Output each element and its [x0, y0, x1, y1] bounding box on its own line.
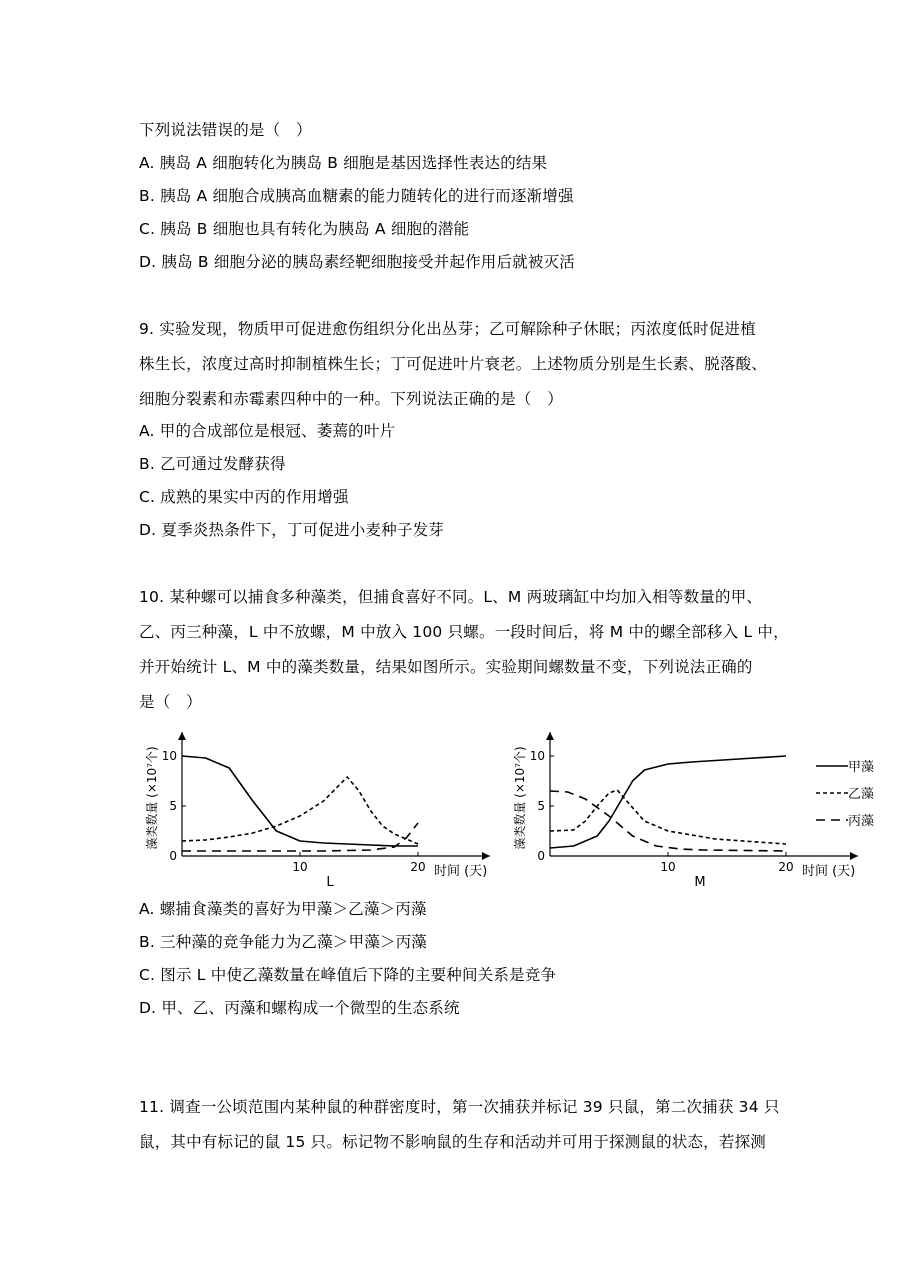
y-tick-label: 5: [537, 799, 545, 813]
y-tick-label: 10: [161, 749, 177, 763]
q10-stem-line-2: 乙、丙三种藻，L 中不放螺，M 中放入 100 只螺。一段时间后，将 M 中的螺全部移入 L 中，: [139, 623, 789, 641]
y-axis-arrow: [178, 732, 186, 740]
y-tick-label: 5: [169, 799, 177, 813]
x-axis-arrow: [482, 852, 490, 860]
series-line-甲藻: [182, 756, 418, 846]
q9-option-b: B. 乙可通过发酵获得: [139, 455, 286, 473]
y-axis-arrow: [546, 732, 554, 740]
q9-option-a: A. 甲的合成部位是根冠、萎蔫的叶片: [139, 422, 396, 440]
y-tick-label: 0: [169, 849, 177, 863]
q8-option-d: D. 胰岛 B 细胞分泌的胰岛素经靶细胞接受并起作用后就被灭活: [139, 253, 575, 271]
x-axis-arrow: [850, 852, 858, 860]
x-tick-label: 10: [292, 860, 308, 874]
series-line-乙藻: [182, 777, 418, 844]
legend-label-甲藻: 甲藻: [848, 760, 875, 775]
legend-label-乙藻: 乙藻: [848, 787, 875, 802]
series-line-丙藻: [182, 823, 418, 851]
q9-option-d: D. 夏季炎热条件下，丁可促进小麦种子发芽: [139, 521, 444, 539]
y-tick-label: 0: [537, 849, 545, 863]
q9-stem-line-2: 株生长，浓度过高时抑制植株生长；丁可促进叶片衰老。上述物质分别是生长素、脱落酸、: [139, 355, 768, 373]
q10-option-c: C. 图示 L 中使乙藻数量在峰值后下降的主要种间关系是竞争: [139, 966, 557, 984]
y-tick-label: 10: [529, 749, 545, 763]
q10-stem-line-4: 是（ ）: [139, 693, 202, 711]
q10-stem-line-1: 10. 某种螺可以捕食多种藻类，但捕食喜好不同。L、M 两玻璃缸中均加入相等数量的甲、: [139, 588, 763, 606]
q10-option-d: D. 甲、乙、丙藻和螺构成一个微型的生态系统: [139, 999, 460, 1017]
q11-stem-line-1: 11. 调查一公顷范围内某种鼠的种群密度时，第一次捕获并标记 39 只鼠，第二次捕获 34 只: [139, 1098, 780, 1116]
x-axis-label: 时间 (天): [802, 864, 856, 879]
series-line-乙藻: [550, 790, 786, 844]
chart-title: L: [326, 875, 334, 890]
chart-L: [144, 732, 490, 890]
q10-stem-line-3: 并开始统计 L、M 中的藻类数量，结果如图所示。实验期间螺数量不变，下列说法正确的: [139, 658, 753, 676]
q10-figure: [130, 722, 890, 894]
q8-stem: 下列说法错误的是（ ）: [139, 121, 312, 139]
chart-M: [512, 732, 874, 890]
x-axis-label: 时间 (天): [434, 864, 488, 879]
q9-stem-line-3: 细胞分裂素和赤霉素四种中的一种。下列说法正确的是（ ）: [139, 390, 563, 408]
q10-option-b: B. 三种藻的竞争能力为乙藻＞甲藻＞丙藻: [139, 933, 427, 951]
y-axis-label: 藻类数量 (×10⁷个): [145, 746, 159, 850]
q9-option-c: C. 成熟的果实中丙的作用增强: [139, 488, 349, 506]
x-tick-label: 20: [778, 860, 794, 874]
q9-stem-line-1: 9. 实验发现，物质甲可促进愈伤组织分化出丛芽；乙可解除种子休眠；丙浓度低时促进植: [139, 320, 756, 338]
x-tick-label: 10: [660, 860, 676, 874]
q8-option-b: B. 胰岛 A 细胞合成胰高血糖素的能力随转化的进行而逐渐增强: [139, 187, 574, 205]
series-line-甲藻: [550, 756, 786, 848]
q10-option-a: A. 螺捕食藻类的喜好为甲藻＞乙藻＞丙藻: [139, 900, 427, 918]
chart-title: M: [694, 875, 706, 890]
q8-option-c: C. 胰岛 B 细胞也具有转化为胰岛 A 细胞的潜能: [139, 220, 470, 238]
y-axis-label: 藻类数量 (×10⁷个): [513, 746, 527, 850]
q8-option-a: A. 胰岛 A 细胞转化为胰岛 B 细胞是基因选择性表达的结果: [139, 154, 548, 172]
x-tick-label: 20: [410, 860, 426, 874]
q11-stem-line-2: 鼠，其中有标记的鼠 15 只。标记物不影响鼠的生存和活动并可用于探测鼠的状态，若探测: [139, 1133, 766, 1151]
legend-label-丙藻: 丙藻: [848, 814, 875, 829]
